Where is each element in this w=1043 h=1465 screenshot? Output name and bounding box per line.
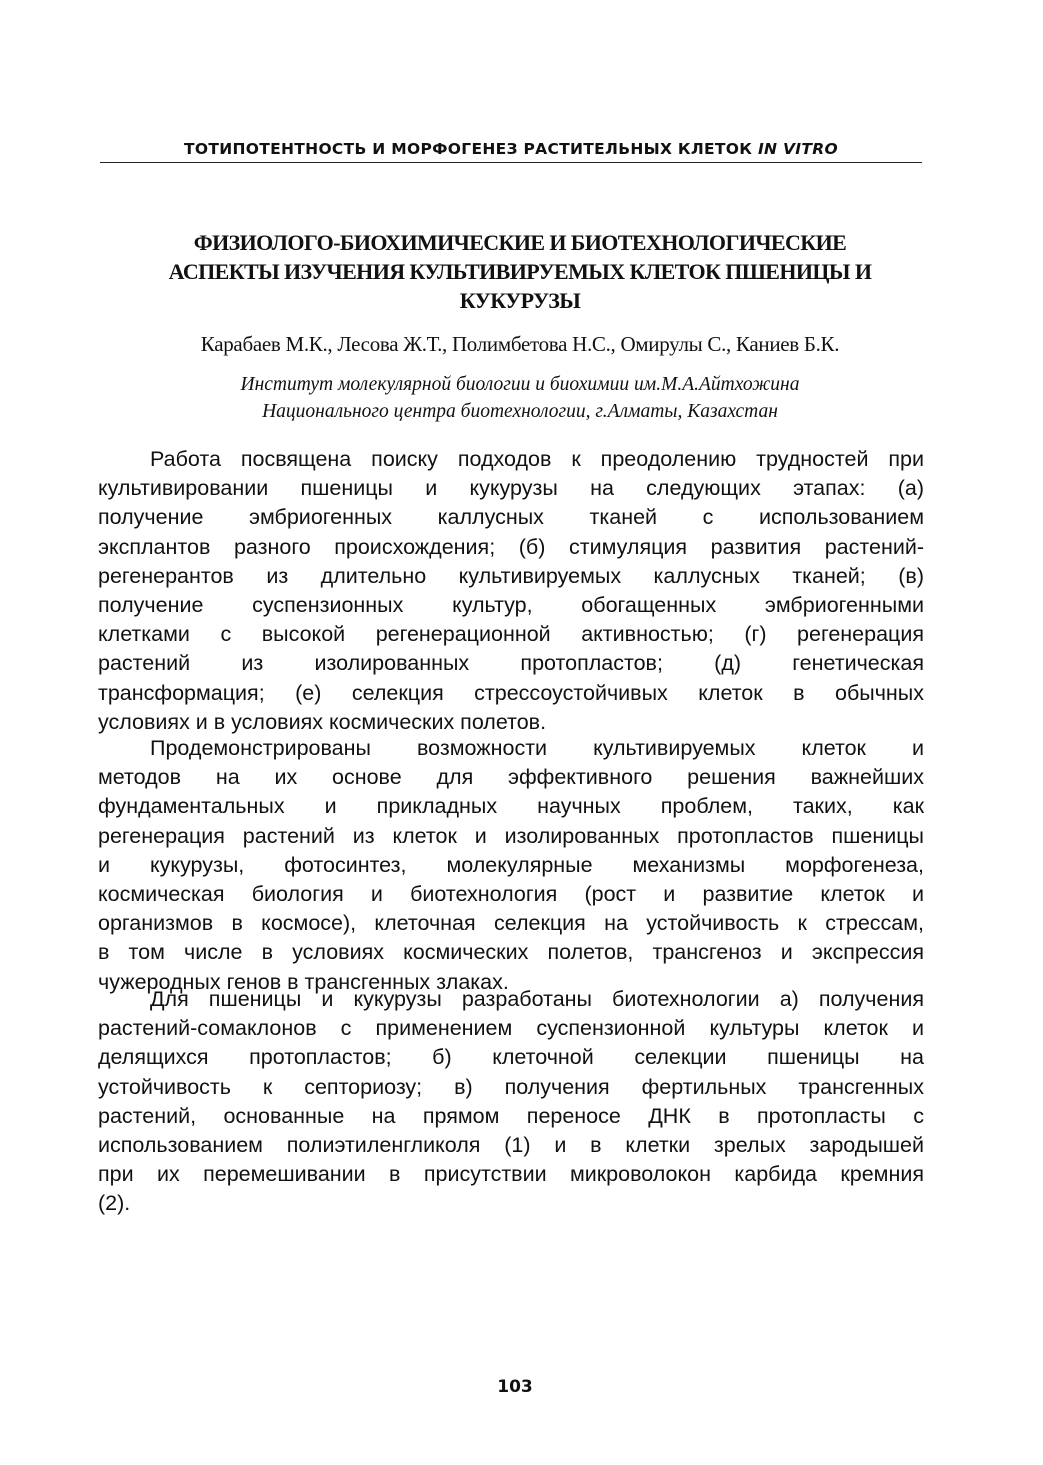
text-line: получение суспензионных культур, обогащенных эмбриогенными (98, 592, 924, 617)
text-line: растений-сомаклонов с применением суспензионной культуры клеток и (98, 1016, 924, 1041)
page-number: 103 (497, 1377, 533, 1397)
text-line: организмов в космосе), клеточная селекция на устойчивость к стрессам, (98, 911, 924, 936)
text-line: регенерантов из длительно культивируемых каллусных тканей; (в) (98, 563, 924, 588)
running-head (100, 140, 922, 158)
running-head-italic: IN VITRO (757, 140, 838, 158)
article-title (110, 228, 930, 315)
text-line: фундаментальных и прикладных научных проблем, таких, как (98, 794, 924, 819)
text-line: эксплантов разного происхождения; (б) стимуляция развития растений- (98, 534, 924, 559)
title-line: АСПЕКТЫ ИЗУЧЕНИЯ КУЛЬТИВИРУЕМЫХ КЛЕТОК ПШЕНИЦЫ И (168, 259, 872, 284)
affiliation-line: Национального центра биотехнологии, г.Алматы, Казахстан (262, 401, 778, 422)
title-line: ФИЗИОЛОГО-БИОХИМИЧЕСКИЕ И БИОТЕХНОЛОГИЧЕСКИЕ (193, 230, 847, 255)
text-line: методов на их основе для эффективного решения важнейших (98, 765, 924, 790)
text-line: растений из изолированных протопластов; (д) генетическая (98, 651, 924, 676)
text-line: космическая биология и биотехнология (рост и развитие клеток и (98, 881, 924, 906)
text-line: клетками с высокой регенерационной активностью; (г) регенерация (98, 622, 924, 647)
text-line: культивировании пшеницы и кукурузы на следующих этапах: (а) (98, 476, 924, 501)
paragraph-2 (98, 734, 924, 997)
text-line: трансформация; (е) селекция стрессоустойчивых клеток в обычных (98, 680, 924, 705)
text-line: Работа посвящена поиску подходов к преодолению трудностей при (150, 447, 924, 471)
text-line: (2). (98, 1191, 131, 1216)
paragraph-3 (98, 985, 924, 1219)
text-line: при их перемешивании в присутствии микроволокон карбида кремния (98, 1162, 924, 1187)
text-line: Продемонстрированы возможности культивируемых клеток и (150, 736, 924, 760)
affiliation (110, 371, 930, 425)
affiliation-line: Институт молекулярной биологии и биохимии им.М.А.Айтхожина (240, 374, 800, 395)
text-line: делящихся протопластов; б) клеточной селекции пшеницы на (98, 1045, 924, 1070)
authors: Карабаев М.К., Лесова Ж.Т., Полимбетова Н.С., Омирулы С., Каниев Б.К. (200, 332, 840, 356)
text-line: и кукурузы, фотосинтез, молекулярные механизмы морфогенеза, (98, 852, 924, 877)
text-line: регенерация растений из клеток и изолированных протопластов пшеницы (98, 823, 924, 848)
running-head-rule (100, 162, 922, 163)
running-head-text: ТОТИПОТЕНТНОСТЬ И МОРФОГЕНЕЗ РАСТИТЕЛЬНЫХ КЛЕТОК (184, 140, 753, 158)
text-line: устойчивость к септориозу; в) получения фертильных трансгенных (98, 1074, 924, 1099)
text-line: растений, основанные на прямом переносе ДНК в протопласты с (98, 1103, 924, 1128)
title-line: КУКУРУЗЫ (459, 288, 581, 313)
text-line: в том числе в условиях космических полетов, трансгеноз и экспрессия (98, 940, 924, 965)
text-line: использованием полиэтиленгликоля (1) и в клетки зрелых зародышей (98, 1132, 924, 1157)
text-line: получение эмбриогенных каллусных тканей с использованием (98, 505, 924, 530)
text-line: условиях и в условиях космических полетов. (98, 709, 547, 734)
text-line: Для пшеницы и кукурузы разработаны биотехнологии а) получения (150, 987, 924, 1011)
paragraph-1 (98, 445, 924, 737)
text-line: чужеродных генов в трансгенных злаках. (98, 969, 509, 994)
